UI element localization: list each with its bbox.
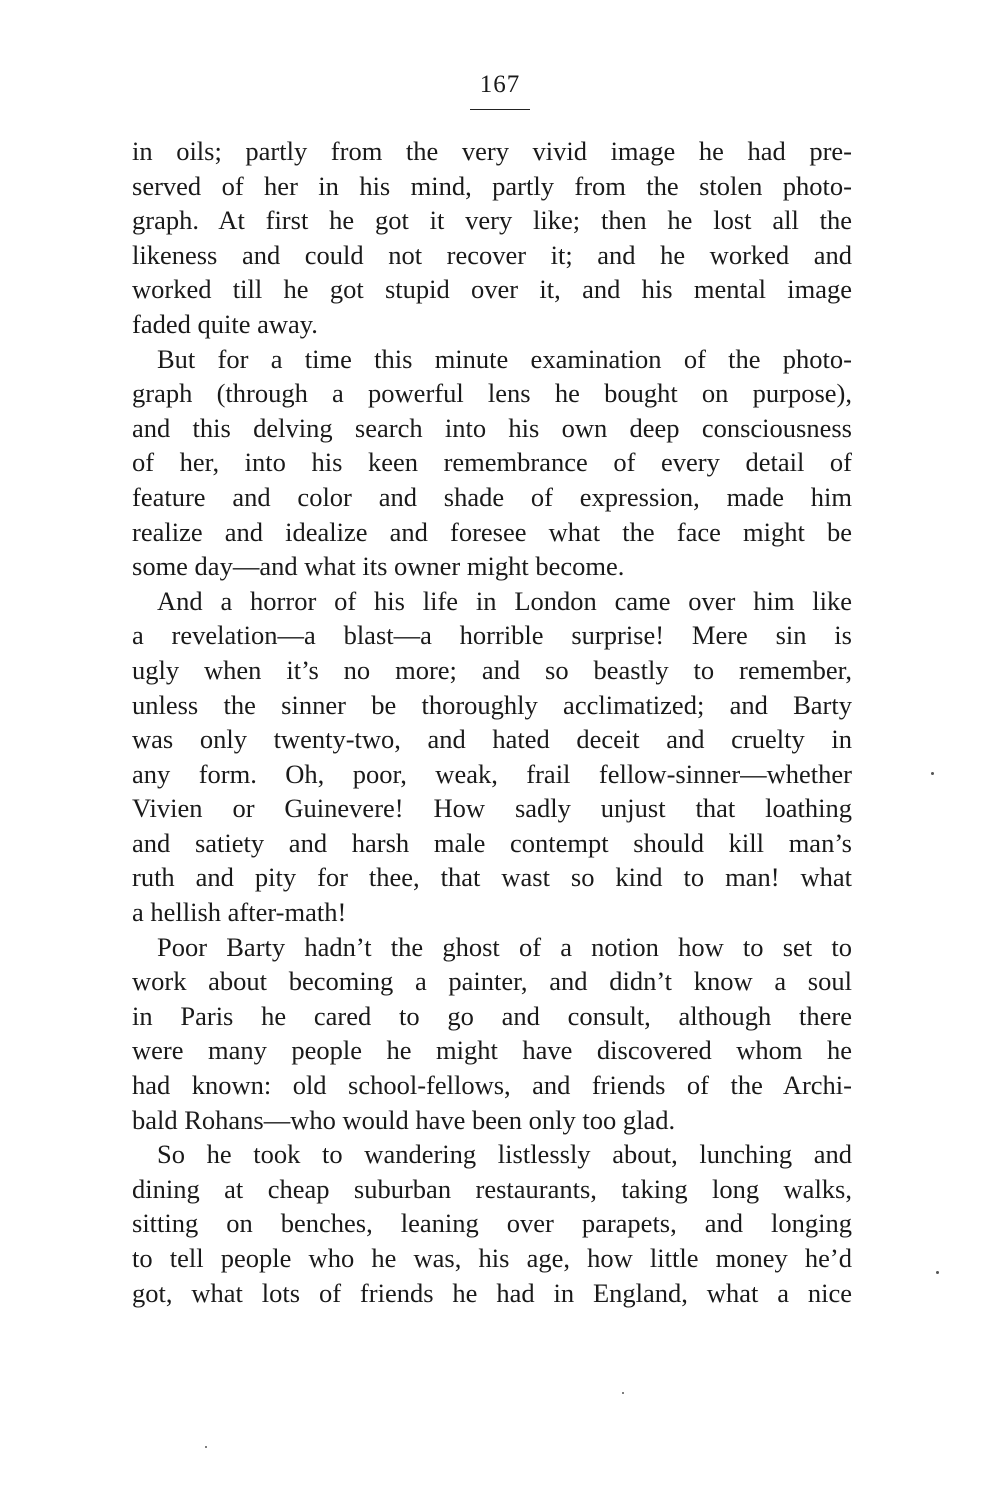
text-line: And a horror of his life in London came over him like (157, 585, 852, 616)
text-line: realize and idealize and foresee what the face might be (132, 516, 852, 547)
paragraph (132, 342, 852, 584)
text-line: in oils; partly from the very vivid image he had pre- (132, 136, 852, 166)
text-line: So he took to wandering listlessly about, lunching and (157, 1139, 852, 1170)
paragraph (132, 1137, 852, 1310)
text-line: a revelation—a blast—a horrible surprise! Mere sin is (132, 620, 852, 651)
body-text (132, 134, 852, 1310)
text-line: to tell people who he was, his age, how little money he’d (132, 1243, 852, 1273)
text-line: ruth and pity for thee, that wast so kind to man! what (132, 862, 852, 893)
text-line: and this delving search into his own deep consciousness (132, 412, 852, 443)
scan-speck (622, 1392, 624, 1394)
text-line: But for a time this minute examination of the photo- (157, 343, 852, 374)
text-line: was only twenty-two, and hated deceit and cruelty in (132, 724, 852, 755)
text-line: in Paris he cared to go and consult, although there (132, 1000, 852, 1031)
paragraph (132, 584, 852, 930)
text-line: Poor Barty hadn’t the ghost of a notion how to set to (157, 931, 852, 962)
text-line: got, what lots of friends he had in England, what a nice (132, 1277, 852, 1308)
text-line: unless the sinner be thoroughly acclimatized; and Barty (132, 689, 852, 720)
text-line: dining at cheap suburban restaurants, taking long walks, (132, 1173, 852, 1204)
text-line: a hellish after-math! (132, 897, 347, 928)
page-number: 167 (479, 71, 521, 98)
text-line: served of her in his mind, partly from the stolen photo- (132, 170, 852, 201)
text-line: feature and color and shade of expression, made him (132, 481, 852, 512)
text-line: graph (through a powerful lens he bought on purpose), (132, 378, 852, 409)
scan-speck (936, 1271, 939, 1274)
text-line: worked till he got stupid over it, and his mental image (132, 274, 852, 305)
scan-speck (931, 772, 934, 775)
text-line: Vivien or Guinevere! How sadly unjust that loathing (132, 793, 852, 824)
text-line: any form. Oh, poor, weak, frail fellow-sinner—whether (132, 758, 852, 789)
scan-speck (205, 1446, 207, 1448)
text-line: work about becoming a painter, and didn’t know a soul (132, 966, 852, 997)
text-line: ugly when it’s no more; and so beastly to remember, (132, 654, 852, 685)
paragraph (132, 134, 852, 342)
text-line: graph. At first he got it very like; then he lost all the (132, 205, 852, 236)
text-line: had known: old school-fellows, and friends of the Archi- (132, 1070, 852, 1101)
paragraph (132, 930, 852, 1138)
text-line: sitting on benches, leaning over parapets, and longing (132, 1208, 852, 1239)
text-line: some day—and what its owner might become. (132, 551, 625, 582)
text-line: were many people he might have discovered whom he (132, 1035, 852, 1066)
text-line: of her, into his keen remembrance of every detail of (132, 447, 852, 478)
text-line: and satiety and harsh male contempt should kill man’s (132, 827, 852, 858)
text-line: faded quite away. (132, 308, 318, 339)
text-line: bald Rohans—who would have been only too glad. (132, 1104, 676, 1135)
page-number-rule (470, 109, 530, 110)
text-line: likeness and could not recover it; and he worked and (132, 239, 852, 270)
